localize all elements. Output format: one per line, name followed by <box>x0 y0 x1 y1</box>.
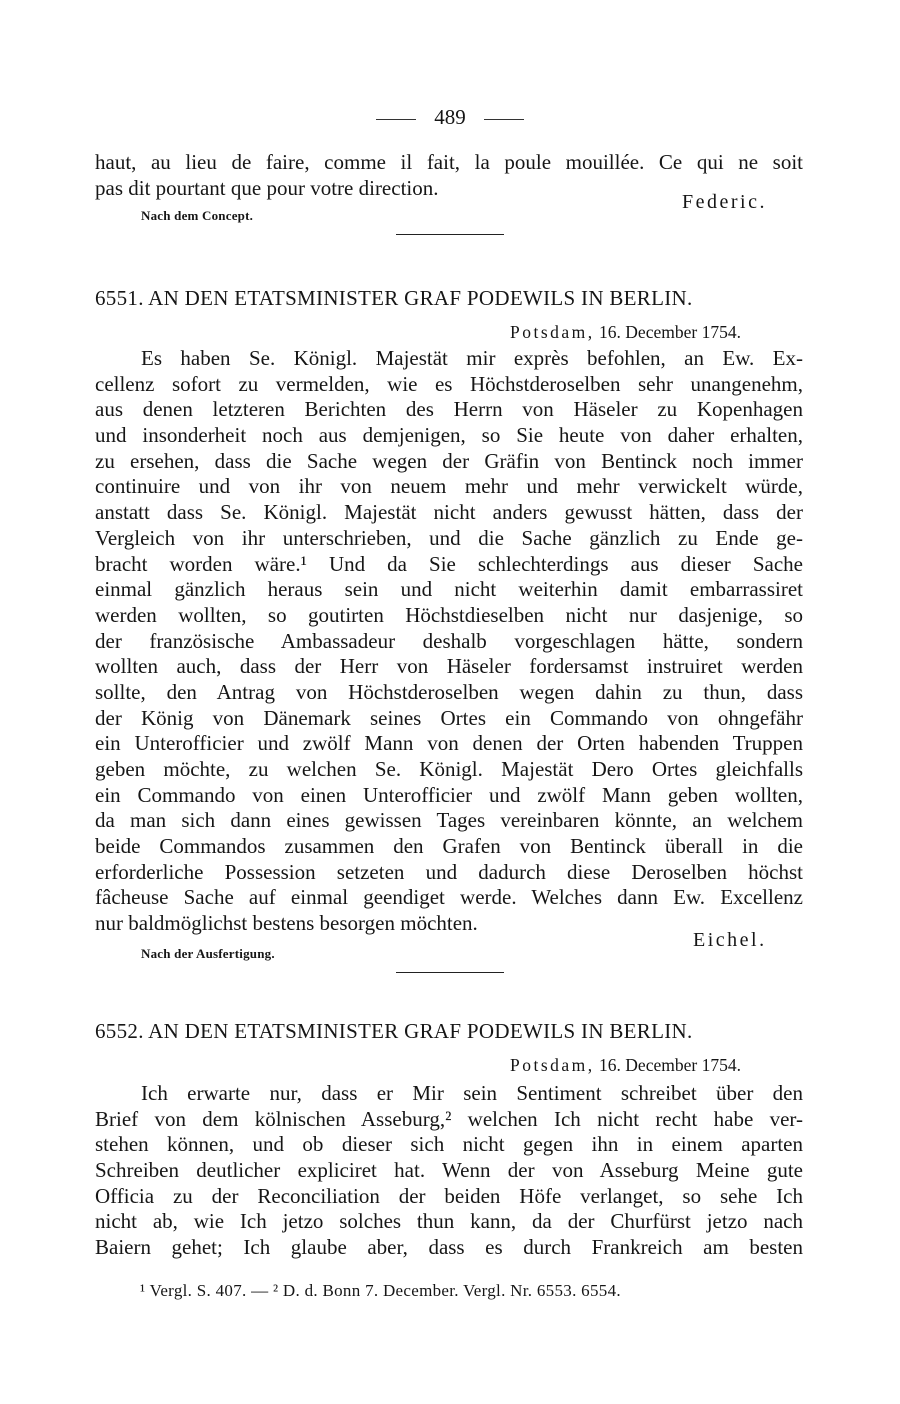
page-number-dash-right <box>484 119 524 120</box>
paragraph-line: Vergleich von ihr unterschrieben, und die Sache gänzlich zu Ende ge- <box>95 525 803 550</box>
paragraph-line: anstatt dass Se. Königl. Majestät nicht anders gewusst hätten, dass der <box>95 500 803 525</box>
page-number-dash-left <box>376 119 416 120</box>
paragraph-line: werden wollten, so goutirten Höchstdieselben nicht nur dasjenige, so <box>95 602 803 627</box>
page-number-text: 489 <box>434 105 466 129</box>
paragraph-line: Es haben Se. Königl. Majestät mir exprès befohlen, an Ew. Ex- <box>141 346 803 370</box>
paragraph-line: Baiern gehet; Ich glaube aber, dass es durch Frankreich am besten <box>95 1235 803 1260</box>
paragraph-line: da man sich dann eines gewissen Tages vereinbaren könnte, an welchem <box>95 808 803 833</box>
paragraph-line: Brief von dem kölnischen Asseburg,² welchen Ich nicht recht habe ver- <box>95 1106 803 1131</box>
dateline-date: 16. December 1754. <box>599 322 741 342</box>
section-divider <box>396 234 504 235</box>
letter-6552-heading <box>95 1019 805 1044</box>
source-note-concept: Nach dem Concept. <box>141 208 254 223</box>
paragraph-line: nur baldmöglichst bestens besorgen möchten. <box>95 911 478 936</box>
paragraph-line: cellenz sofort zu vermelden, wie es Höchstderoselben sehr unangenehm, <box>95 371 803 396</box>
paragraph-line: der französische Ambassadeur deshalb vorgeschlagen hätte, sondern <box>95 628 803 653</box>
paragraph-line: ein Unterofficier und zwölf Mann von denen der Orten habenden Truppen <box>95 731 803 756</box>
paragraph-line: ein Commando von einen Unterofficier und zwölf Mann geben wollten, <box>95 782 803 807</box>
source-note-ausfertigung: Nach der Ausfertigung. <box>141 946 275 961</box>
paragraph-line: Ich erwarte nur, dass er Mir sein Sentiment schreibet über den <box>141 1081 803 1105</box>
section-divider <box>396 972 504 973</box>
paragraph-line: aus denen letzteren Berichten des Herrn von Häseler zu Kopenhagen <box>95 397 803 422</box>
paragraph-line: fâcheuse Sache auf einmal geendiget werde. Welches dann Ew. Excellenz <box>95 885 803 910</box>
letter-6551-heading-text: 6551. AN DEN ETATSMINISTER GRAF PODEWILS IN BERLIN. <box>95 286 693 310</box>
letter-6552-dateline <box>510 1055 741 1076</box>
page-number <box>0 104 900 130</box>
dateline-place: Potsdam, <box>510 1055 595 1075</box>
paragraph-line: zu ersehen, dass die Sache wegen der Gräfin von Bentinck noch immer <box>95 448 803 473</box>
signature-federic: Federic. <box>682 191 767 213</box>
paragraph-line: einmal gänzlich heraus sein und nicht weiterhin damit embarrassiret <box>95 577 803 602</box>
paragraph-line: Officia zu der Reconciliation der beiden Höfe verlanget, so sehe Ich <box>95 1183 803 1208</box>
paragraph-line: wollten auch, dass der Herr von Häseler fordersamst instruiret werden <box>95 654 803 679</box>
paragraph-line: bracht worden wäre.¹ Und da Sie schlechterdings aus dieser Sache <box>95 551 803 576</box>
paragraph-line: sollte, den Antrag von Höchstderoselben wegen dahin zu thun, dass <box>95 679 803 704</box>
letter-6552-body <box>95 1081 803 1261</box>
paragraph-line: Schreiben deutlicher expliciret hat. Wenn der von Asseburg Meine gute <box>95 1158 803 1183</box>
letter-6552-heading-text: 6552. AN DEN ETATSMINISTER GRAF PODEWILS IN BERLIN. <box>95 1019 693 1043</box>
letter-6551-body <box>95 346 803 937</box>
paragraph-line: geben möchte, zu welchen Se. Königl. Majestät Dero Ortes gleichfalls <box>95 757 803 781</box>
paragraph-line: nicht ab, wie Ich jetzo solches thun kann, da der Churfürst jetzo nach <box>95 1209 803 1234</box>
letter-6551-heading <box>95 286 805 311</box>
letter-6551-dateline <box>510 322 741 343</box>
paragraph-line: erforderliche Possession setzeten und dadurch diese Deroselben höchst <box>95 859 803 884</box>
paragraph-line: der König von Dänemark seines Ortes ein Commando von ohngefähr <box>95 705 803 730</box>
paragraph-line: beide Commandos zusammen den Grafen von Bentinck überall in die <box>95 834 803 859</box>
paragraph-line: continuire und von ihr von neuem mehr und mehr verwickelt würde, <box>95 474 803 499</box>
paragraph-line: haut, au lieu de faire, comme il fait, la poule mouillée. Ce qui ne soit <box>95 150 803 174</box>
dateline-place: Potsdam, <box>510 322 595 342</box>
footnotes: ¹ Vergl. S. 407. — ² D. d. Bonn 7. December. Vergl. Nr. 6553. 6554. <box>140 1281 621 1300</box>
signature-eichel: Eichel. <box>693 929 767 951</box>
dateline-date: 16. December 1754. <box>599 1055 741 1075</box>
paragraph-line: und insonderheit noch aus demjenigen, so Sie heute von daher erhalten, <box>95 423 803 448</box>
paragraph-line: pas dit pourtant que pour votre direction. <box>95 175 439 200</box>
paragraph-line: stehen können, und ob dieser sich nicht gegen ihn in einem aparten <box>95 1132 803 1157</box>
